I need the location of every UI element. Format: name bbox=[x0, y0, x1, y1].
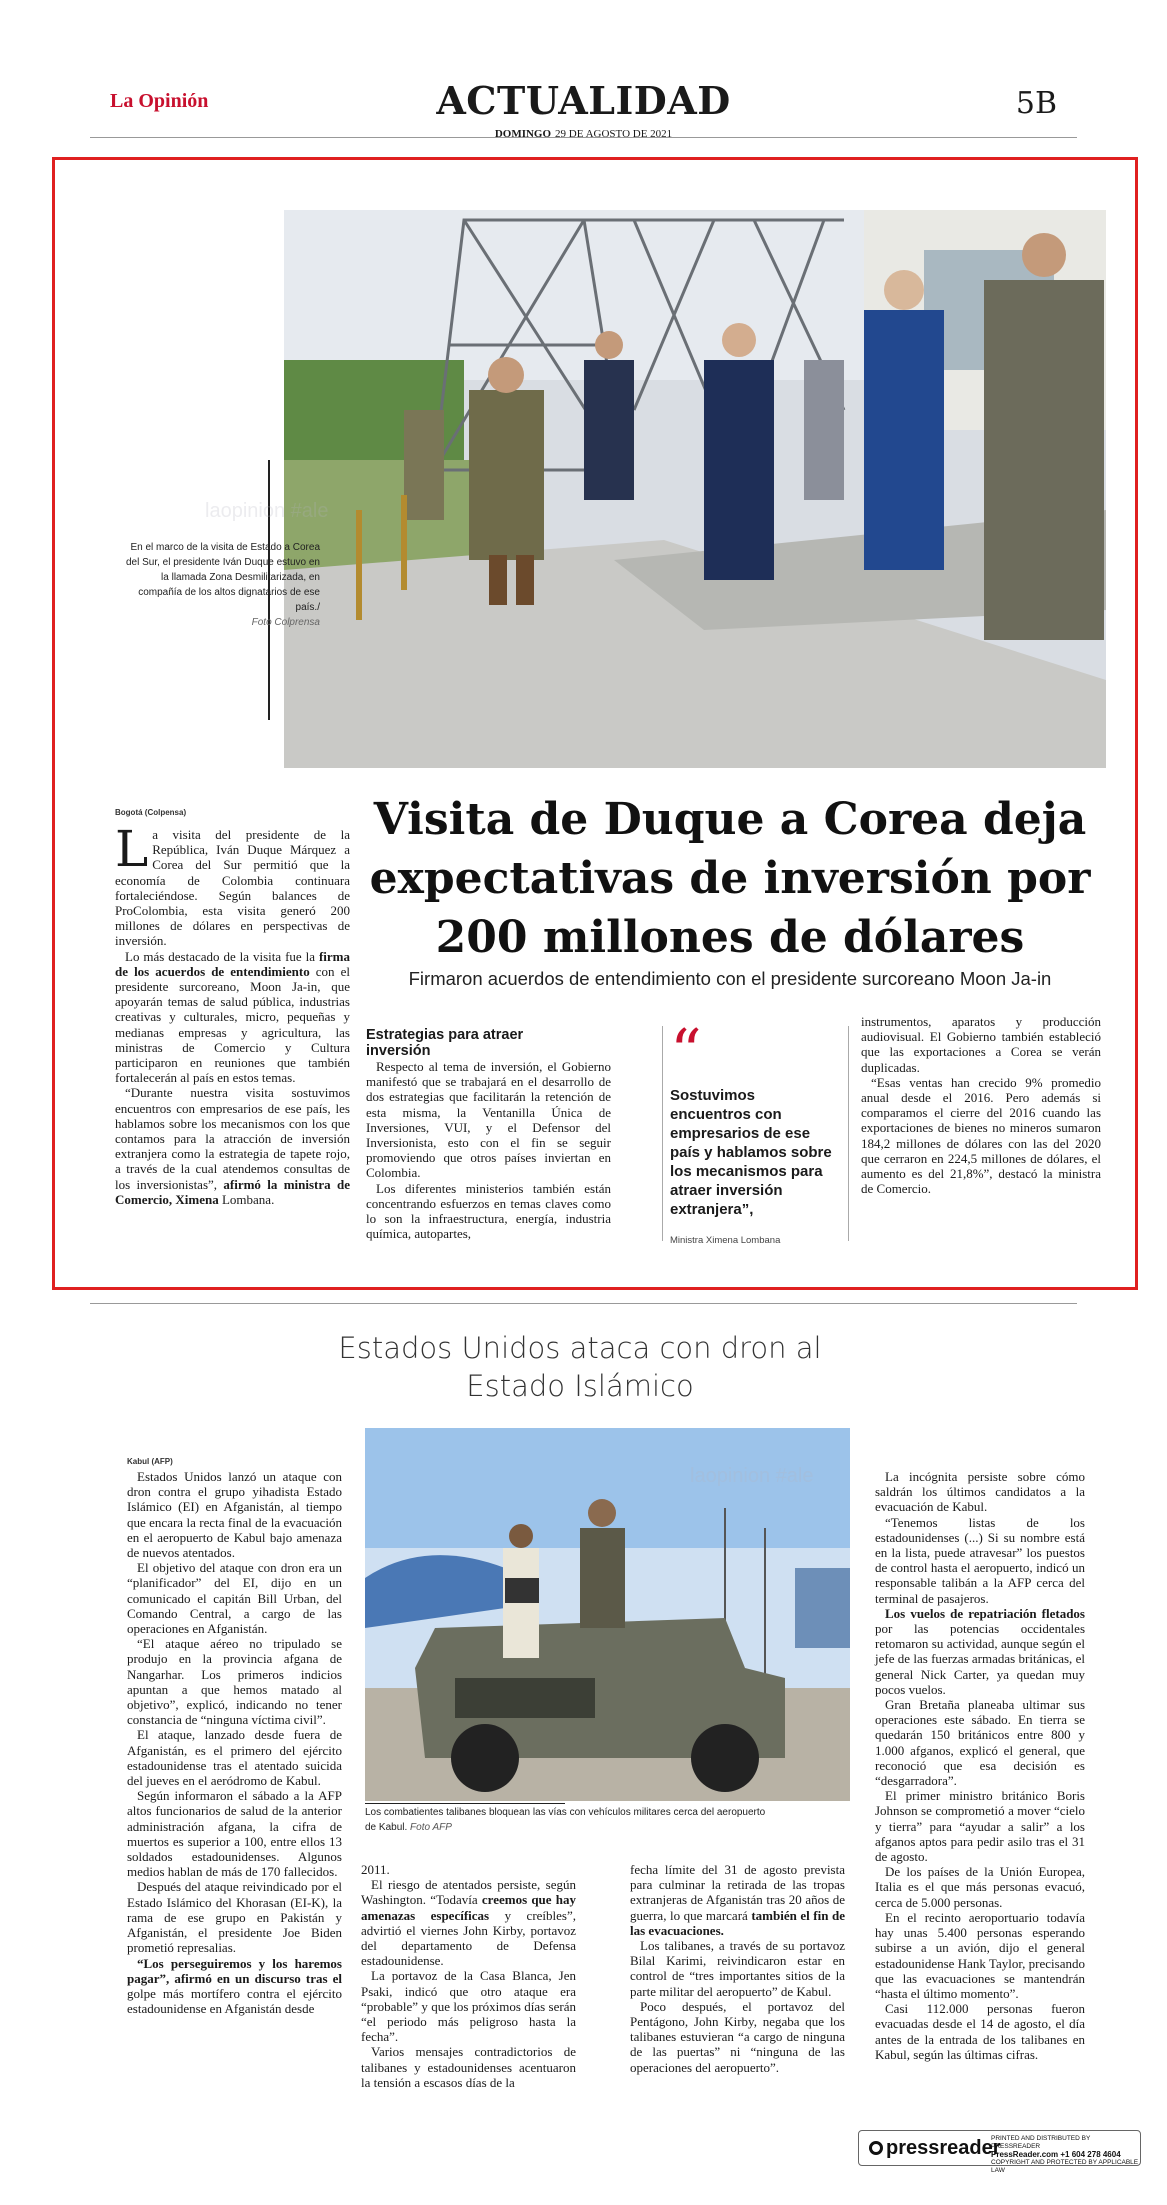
text: Lombana. bbox=[218, 1191, 275, 1207]
paragraph: Los talibanes, a través de su portavoz Bilal Karimi, reivindicaron estar en control de “tres importantes sitios de la parte militar del aeropuerto” de Kabul. bbox=[630, 1938, 845, 1999]
paragraph: “Tenemos listas de los estadounidenses (...) Si su nombre está en la lista, puede atravesar” los puestos de control hasta el aeropuerto, indicó un responsable talibán a la AFP cerca del terminal de pasajeros. bbox=[875, 1514, 1085, 1606]
press-line: COPYRIGHT AND PROTECTED BY APPLICABLE LAW bbox=[991, 2159, 1139, 2174]
section-rule bbox=[90, 1303, 1077, 1304]
paragraph: La incógnita persiste sobre cómo saldrán los últimos candidatos a la evacuación de Kabul. bbox=[875, 1469, 1085, 1515]
bold-text: también el fin de las evacuaciones. bbox=[630, 1907, 845, 1938]
press-line: PressReader.com +1 604 278 4604 bbox=[991, 2150, 1121, 2159]
story2-column-1 bbox=[127, 1469, 342, 2016]
photo-credit: Foto AFP bbox=[410, 1822, 452, 1833]
text: y creíbles”, advirtió el viernes John Kirby, portavoz del departamento de Defensa estadounidense. bbox=[361, 1907, 576, 1969]
paragraph: “Esas ventas han crecido 9% promedio anual desde el 2016. Pero además si comparamos el cierre del 2016 cuando las exportaciones de bienes no mineros sumaron 184,2 millones de dólares con las del 2020 que cerraron en 224,5 millones de dólares, el aumento es del 21,8%”, destacó la ministra de Comercio. bbox=[861, 1074, 1101, 1197]
caption-rule bbox=[365, 1803, 565, 1804]
story2-column-4 bbox=[875, 1469, 1085, 2062]
date-rest: 29 DE AGOSTO DE 2021 bbox=[555, 128, 673, 140]
quote-divider-right bbox=[848, 1026, 849, 1241]
text: El riesgo de atentados persiste, según Washington. “Todavía bbox=[361, 1877, 576, 1908]
lead-text: a visita del presidente de la República, Iván Duque Márquez a Corea del Sur permitió que la economía de Colombia continuara fortaleciéndose. Según balances de ProColombia, esta visita generó 200 millones de dólares en perspectivas de inversión. bbox=[115, 827, 350, 949]
bold-text: afirmó la ministra de Comercio, Ximena bbox=[115, 1176, 350, 1207]
story2-byline: Kabul (AFP) bbox=[127, 1457, 173, 1466]
paragraph bbox=[115, 949, 350, 1086]
paragraph bbox=[361, 1877, 576, 1968]
paragraph: instrumentos, aparatos y producción audiovisual. El Gobierno también estableció que las exportaciones a Corea se verán duplicadas. bbox=[861, 1014, 1101, 1075]
quote-mark-icon: “ bbox=[670, 1015, 702, 1088]
caption-text: En el marco de la visita de Estado a Corea del Sur, el presidente Iván Duque estuvo en la llamada Zona Desmilitarizada, en compañía de los altos dignatarios de ese país./ bbox=[125, 542, 320, 613]
quote-divider-left bbox=[662, 1026, 663, 1241]
paragraph bbox=[875, 1606, 1085, 1697]
bold-text: Los vuelos de repatriación fletados bbox=[885, 1605, 1085, 1621]
bold-text: “Los perseguiremos y los haremos pagar”, afirmó en un discurso tras el bbox=[127, 1955, 342, 1986]
pull-quote: Sostuvimos encuentros con empresarios de ese país y hablamos sobre los mecanismos para atraer inversión extranjera”, bbox=[670, 1087, 832, 1218]
paragraph: El objetivo del ataque con dron era un “planificador” del EI, dijo en un comunicado el capitán Bill Urban, del Comando Central, a cargo de las operaciones en Afganistán. bbox=[127, 1560, 342, 1637]
story1-photo-art bbox=[284, 210, 1106, 768]
masthead-rule bbox=[90, 137, 1077, 138]
story1-caption bbox=[125, 540, 320, 630]
story2-column-3 bbox=[630, 1862, 845, 2075]
watermark: laopinion #ale bbox=[690, 1465, 814, 1487]
paragraph: Después del ataque reivindicado por el Estado Islámico del Khorasan (EI-K), la rama de ese grupo en Pakistán y Afganistán, el presidente Joe Biden prometió represalias. bbox=[127, 1879, 342, 1956]
paragraph: El primer ministro británico Boris Johnson se comprometió a mover “cielo y tierra” para “ayudar a salir” a los afganos aptos para pedir asilo tras el 31 de agosto. bbox=[875, 1788, 1085, 1865]
paragraph: De los países de la Unión Europea, Italia es el que más personas evacuó, cerca de 5.000 personas. bbox=[875, 1864, 1085, 1910]
paragraph: Estados Unidos lanzó un ataque con dron contra el grupo yihadista Estado Islámico (EI) en Afganistán, al tiempo que encara la recta final de la evacuación en el aeropuerto de Kabul bajo amenaza de nuevos atentados. bbox=[127, 1469, 342, 1561]
masthead bbox=[90, 78, 1077, 140]
story1-lead-column bbox=[115, 820, 350, 1207]
paragraph bbox=[115, 1085, 350, 1207]
pressreader-wordmark: pressreader bbox=[886, 2137, 1001, 2159]
page-number: 5B bbox=[1015, 86, 1057, 121]
paragraph: 2011. bbox=[361, 1862, 390, 1877]
text: por las potencias occidentales retomaron su actividad, aunque según el jefe de las fuerzas armadas británicas, el general Nick Carter, ya quedan muy pocos vuelos. bbox=[875, 1621, 1085, 1697]
paragraph: Según informaron el sábado a la AFP altos funcionarios de salud de la anterior administración afgana, la cifra de muertos es superior a 100, entre ellos 13 soldados estadounidenses. Algunos medios hablan de más de 170 fallecidos. bbox=[127, 1788, 342, 1880]
text: fecha límite del 31 de agosto prevista para culminar la retirada de las tropas extranjeras de Afganistán tras 20 años de guerra, lo que marcará bbox=[630, 1862, 845, 1923]
story1-column-3 bbox=[861, 1014, 1101, 1196]
brand-logo[interactable]: La Opinión bbox=[110, 90, 209, 112]
paragraph bbox=[127, 1956, 342, 2017]
story2-column-2 bbox=[361, 1862, 576, 2090]
date-day: DOMINGO bbox=[494, 128, 552, 140]
story1-headline[interactable]: Visita de Duque a Corea deja expectativas de inversión por 200 millones de dólares bbox=[369, 794, 1091, 963]
paragraph: El ataque, lanzado desde fuera de Afganistán, es el primero del ejército estadounidense tras el atentado suicida del jueves en el aeródromo de Kabul. bbox=[127, 1727, 342, 1789]
dateline bbox=[90, 128, 1077, 140]
pressreader-logo bbox=[869, 2137, 1001, 2160]
text: con el presidente surcoreano, Moon Ja-in, que apoyarán temas de salud pública, industrias creativas y culturales, micro, pequeñas y medianas empresas y agricultura, las ministras de Comercio y Cultura participaron en reuniones que también fortalecerán al país en estos temas. bbox=[115, 963, 350, 1086]
watermark: laopinion #ale bbox=[205, 500, 329, 522]
paragraph: La portavoz de la Casa Blanca, Jen Psaki, indicó que otro ataque era “probable” y que los próximos días serán “el periodo más peligroso hasta la fecha”. bbox=[361, 1968, 576, 2045]
paragraph: Poco después, el portavoz del Pentágono, John Kirby, negaba que los talibanes estuvieran “a cargo de ninguna de las puertas” ni “ninguna de las operaciones del aeropuerto”. bbox=[630, 1998, 845, 2075]
story1-subhead: Estrategias para atraer inversión bbox=[366, 1027, 524, 1059]
pressreader-badge[interactable] bbox=[858, 2130, 1141, 2174]
story-duque-corea bbox=[52, 157, 1138, 1290]
paragraph: Varios mensajes contradictorios de talibanes y estadounidenses acentuaron la tensión a escasos días de la bbox=[361, 2044, 576, 2090]
text: Lo más destacado de la visita fue la bbox=[125, 948, 319, 964]
lead-paragraph bbox=[115, 820, 350, 949]
paragraph: Los diferentes ministerios también están concentrando esfuerzos en temas claves como lo son la infraestructura, energía, industria química, autopartes, bbox=[366, 1180, 611, 1242]
paragraph: “El ataque aéreo no tripulado se produjo en la provincia afgana de Nangarhar. Los primeros indicios apuntan a que hemos matado al objetivo”, explicó, indicando no tener constancia de “ninguna víctima civil”. bbox=[127, 1636, 342, 1728]
section-title: ACTUALIDAD bbox=[436, 78, 731, 123]
press-line: PRINTED AND DISTRIBUTED BY PRESSREADER bbox=[991, 2135, 1091, 2150]
caption-text: Los combatientes talibanes bloquean las vías con vehículos militares cerca del aeropuerto de Kabul. bbox=[365, 1807, 766, 1833]
photo-credit: Foto Colprensa bbox=[251, 617, 320, 628]
paragraph: Respecto al tema de inversión, el Gobierno manifestó que se trabajará en el desarrollo de dos estrategias que facilitarán la retención de esta misma, la Ventanilla Única de Inversiones, VUI, y el Defensor del Inversionista, esto con el fin se seguir promoviendo que otros países inviertan en Colombia. bbox=[366, 1059, 611, 1181]
bold-text: creemos que hay amenazas específicas bbox=[361, 1892, 576, 1923]
bold-text: firma de los acuerdos de entendimiento bbox=[115, 948, 350, 979]
story1-byline: Bogotá (Colpensa) bbox=[115, 808, 187, 817]
drop-cap: L bbox=[115, 820, 149, 878]
text: “Durante nuestra visita sostuvimos encuentros con empresarios de ese país, les hablamos sobre los mecanismos con los que contamos para la atracción de inversión extranjera como la estrategia de tapete rojo, a través de la cual atendemos consultas de los inversionistas”, bbox=[115, 1085, 350, 1192]
story2-headline[interactable]: Estados Unidos ataca con dron al Estado Islámico bbox=[338, 1331, 822, 1403]
pressreader-icon bbox=[869, 2141, 883, 2155]
story1-deck: Firmaron acuerdos de entendimiento con el presidente surcoreano Moon Ja-in bbox=[408, 968, 1052, 989]
paragraph bbox=[630, 1862, 845, 1938]
pressreader-notice bbox=[991, 2135, 1139, 2175]
paragraph: En el recinto aeroportuario todavía hay unas 5.400 personas esperando subirse a un avión, dijo el general estadounidense Hank Taylor, precisando que las evacuaciones se mantendrán “hasta el último momento”. bbox=[875, 1909, 1085, 2001]
paragraph: Casi 112.000 personas fueron evacuadas desde el 14 de agosto, el día antes de la entrada de los talibanes en Kabul, según las últimas cifras. bbox=[875, 2001, 1085, 2062]
text: golpe más mortífero contra el ejército estadounidense en Afganistán desde bbox=[127, 1985, 342, 2017]
pull-quote-attribution: Ministra Ximena Lombana bbox=[670, 1235, 781, 1246]
story1-photo bbox=[284, 210, 1106, 768]
story1-column-2 bbox=[366, 1059, 611, 1241]
paragraph: Gran Bretaña planeaba ultimar sus operaciones este sábado. En tierra se quedarán 150 británicos entre 800 y 1.000 afganos, explicó el general, que reconoció que esa decisión es “desgarradora”. bbox=[875, 1697, 1085, 1789]
story2-caption bbox=[365, 1805, 775, 1835]
